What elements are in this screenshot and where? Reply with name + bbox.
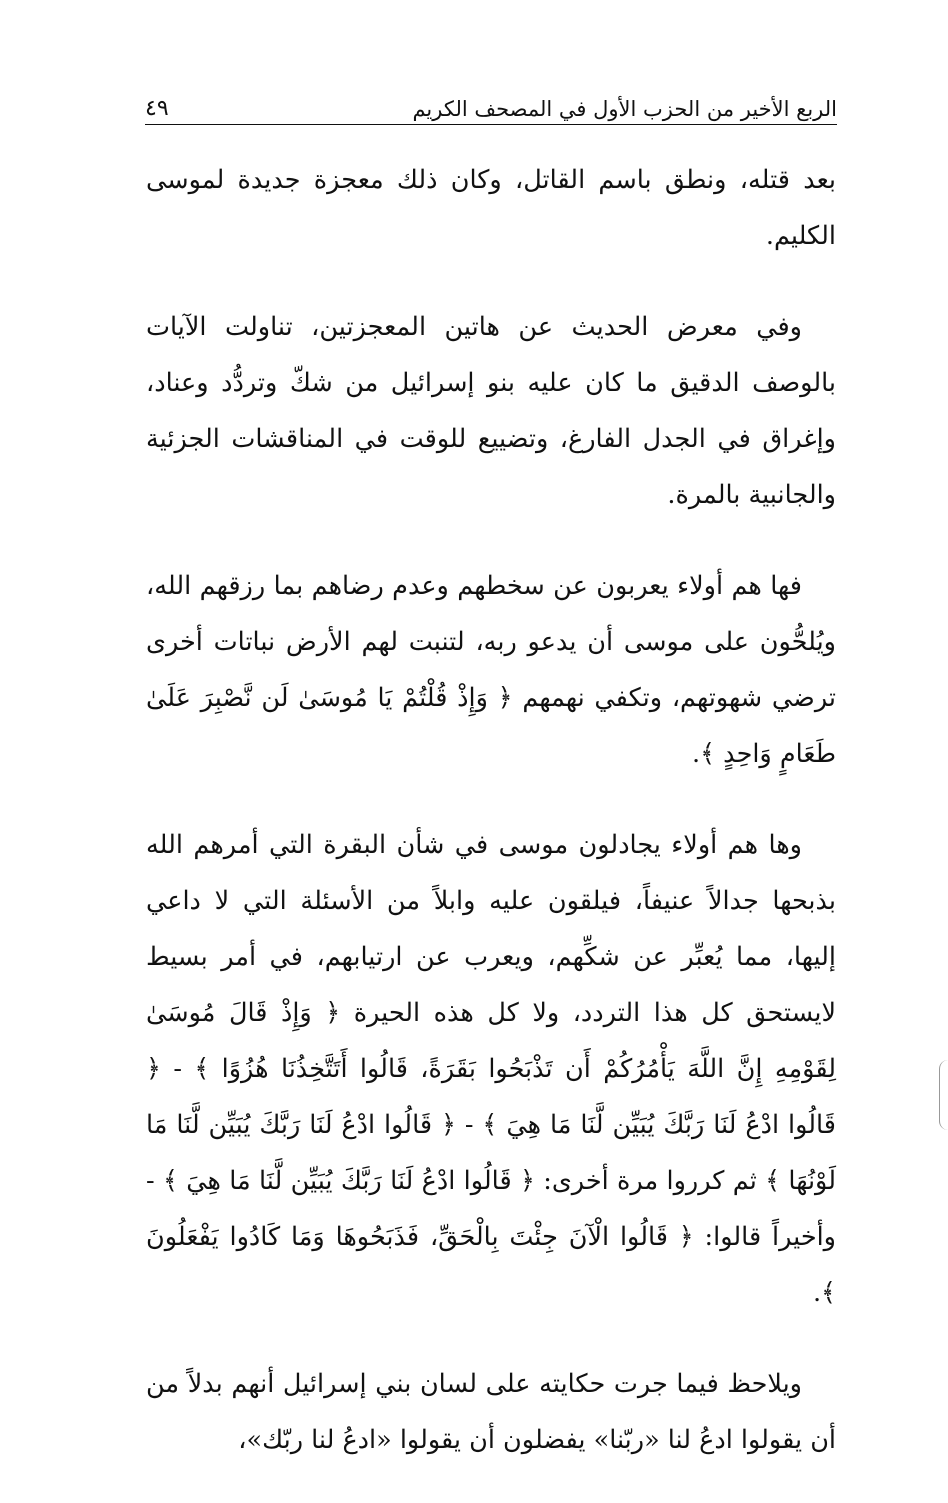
paragraph-1: بعد قتله، ونطق باسم القاتل، وكان ذلك معجزة جديدة لموسى الكليم. (146, 165, 836, 251)
paragraph-5: ويلاحظ فيما جرت حكايته على لسان بني إسرائيل أنهم بدلاً من أن يقولوا ادعُ لنا «ربّنا» يفضلون أن يقولوا «ادعُ لنا ربّك»، (146, 1369, 836, 1455)
running-header (145, 84, 837, 125)
header-title: الربع الأخير من الحزب الأول في المصحف الكريم (412, 97, 837, 121)
paragraph-4: وها هم أولاء يجادلون موسى في شأن البقرة التي أمرهم الله بذبحها جدالاً عنيفاً، فيلقون عليه وابلاً من الأسئلة التي لا داعي إليها، مما يُعبِّر عن شكِّهم، ويعرب عن ارتيابهم، في أمر بسيط لايستحق كل هذا التردد، ولا كل هذه الحيرة ﴿ وَإِذْ قَالَ مُوسَىٰ لِقَوْمِهِ إِنَّ اللَّهَ يَأْمُرُكُمْ أَن تَذْبَحُوا بَقَرَةً، قَالُوا أَتَتَّخِذُنَا هُزُوًا ﴾ - ﴿ قَالُوا ادْعُ لَنَا رَبَّكَ يُبَيِّن لَّنَا مَا هِيَ ﴾ - ﴿ قَالُوا ادْعُ لَنَا رَبَّكَ يُبَيِّن لَّنَا مَا لَوْنُهَا ﴾ ثم كرروا مرة أخرى: ﴿ قَالُوا ادْعُ لَنَا رَبَّكَ يُبَيِّن لَّنَا مَا هِيَ ﴾ - وأخيراً قالوا: ﴿ قَالُوا الْآنَ جِئْتَ بِالْحَقِّ، فَذَبَحُوهَا وَمَا كَادُوا يَفْعَلُونَ ﴾. (146, 830, 836, 1308)
page-number: ٤٩ (145, 96, 169, 121)
paragraph-3: فها هم أولاء يعربون عن سخطهم وعدم رضاهم بما رزقهم الله، ويُلحُّون على موسى أن يدعو ربه، لتنبت لهم الأرض نباتات أخرى ترضي شهوتهم، وتكفي نهمهم ﴿ وَإِذْ قُلْتُمْ يَا مُوسَىٰ لَن نَّصْبِرَ عَلَىٰ طَعَامٍ وَاحِدٍ ﴾. (146, 571, 836, 769)
paragraph-2: وفي معرض الحديث عن هاتين المعجزتين، تناولت الآيات بالوصف الدقيق ما كان عليه بنو إسرائيل من شكّ وتردُّد وعناد، وإغراق في الجدل الفارغ، وتضييع للوقت في المناقشات الجزئية والجانبية بالمرة. (146, 312, 836, 510)
body-text (146, 152, 836, 1503)
page-edge-mark (939, 1060, 948, 1130)
